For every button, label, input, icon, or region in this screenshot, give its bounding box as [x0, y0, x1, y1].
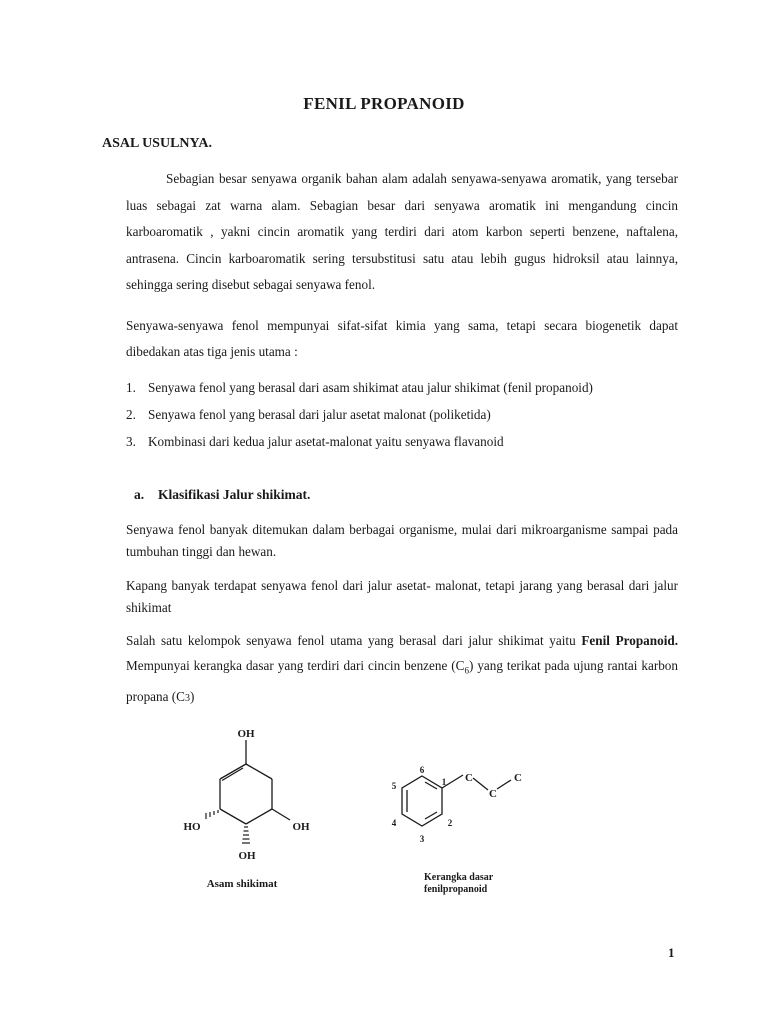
atom-3-label: 3: [419, 834, 425, 844]
page-title: FENIL PROPANOID: [303, 94, 465, 113]
chain-carbon-1: C: [465, 772, 473, 784]
list-item: [126, 434, 504, 450]
paragraph-organisms: Senyawa fenol banyak ditemukan dalam berbagai organisme, mulai dari mikroarganisme sampai pada tumbuhan tinggi dan hewan.: [126, 522, 678, 559]
oh-right-label: OH: [292, 821, 310, 833]
shikimic-acid-caption: Asam shikimat: [206, 878, 278, 890]
subsection-title: Klasifikasi Jalur shikimat.: [158, 487, 311, 502]
paragraph5-part4: ): [189, 688, 195, 704]
paragraph5-part3: ) yang terikat pada ujung rantai karbon propana (C: [126, 658, 678, 704]
list-item-text: Kombinasi dari kedua jalur asetat-malonat yaitu senyawa flavanoid: [148, 434, 504, 449]
skeleton-caption-line1: Kerangka dasar: [424, 872, 494, 883]
paragraph5-sub2: 3: [184, 692, 190, 704]
paragraph-kapang: Kapang banyak terdapat senyawa fenol dari jalur asetat- malonat, tetapi jarang yang berasal dari jalur shikimat: [126, 578, 678, 615]
paragraph-types: Senyawa-senyawa fenol mempunyai sifat-sifat kimia yang sama, tetapi secara biogenetik dapat dibedakan atas tiga jenis utama :: [126, 318, 678, 359]
section-heading: ASAL USULNYA.: [102, 136, 212, 151]
paragraph-fenil-propanoid: [126, 628, 678, 711]
paragraph-intro: Sebagian besar senyawa organik bahan alam adalah senyawa-senyawa aromatik, yang tersebar luas sebagai zat warna alam. Sebagian besar dari senyawa aromatik ini mengandung cincin karboaromatik , yakni cincin aromatik yang terdiri dari atom karbon seperti benzene, naftalena, antrasena. Cincin karboaromatik sering tersubstitusi satu atau lebih gugus hidroksil atau lainnya, sehingga sering disebut sebagai senyawa fenol.: [126, 171, 678, 292]
chain-carbon-3: C: [514, 772, 522, 784]
phenylpropanoid-skeleton: [380, 760, 540, 900]
list-item-text: Senyawa fenol yang berasal dari asam shikimat atau jalur shikimat (fenil propanoid): [148, 380, 593, 395]
list-item-number: 1.: [126, 380, 136, 395]
subsection-heading: [134, 487, 310, 503]
oh-top-label: OH: [237, 728, 255, 740]
paragraph5-sub1: 6: [464, 665, 469, 676]
list-item: [126, 407, 491, 423]
oh-left-label: HO: [183, 821, 201, 833]
atom-2-label: 2: [447, 818, 453, 828]
atom-6-label: 6: [419, 765, 425, 775]
list-item: [126, 380, 593, 396]
list-item-number: 3.: [126, 434, 136, 449]
oh-bottom-label: OH: [238, 850, 256, 862]
list-item-number: 2.: [126, 407, 136, 422]
type-list: [126, 380, 686, 460]
subsection-number: a.: [134, 487, 145, 502]
atom-4-label: 4: [391, 818, 397, 828]
paragraph5-part1: Salah satu kelompok senyawa fenol utama yang berasal dari jalur shikimat yaitu: [126, 633, 582, 648]
paragraph5-bold: Fenil Propanoid.: [581, 633, 678, 648]
page-number: 1: [668, 945, 675, 960]
list-item-text: Senyawa fenol yang berasal dari jalur asetat malonat (poliketida): [148, 407, 491, 422]
chain-carbon-2: C: [489, 788, 497, 800]
shikimic-acid-structure: [170, 722, 330, 897]
paragraph5-part2: Mempunyai kerangka dasar yang terdiri dari cincin benzene (C: [126, 658, 465, 673]
atom-5-label: 5: [391, 781, 397, 791]
skeleton-caption-line2: fenilpropanoid: [424, 884, 488, 895]
atom-1-label: 1: [441, 777, 447, 787]
